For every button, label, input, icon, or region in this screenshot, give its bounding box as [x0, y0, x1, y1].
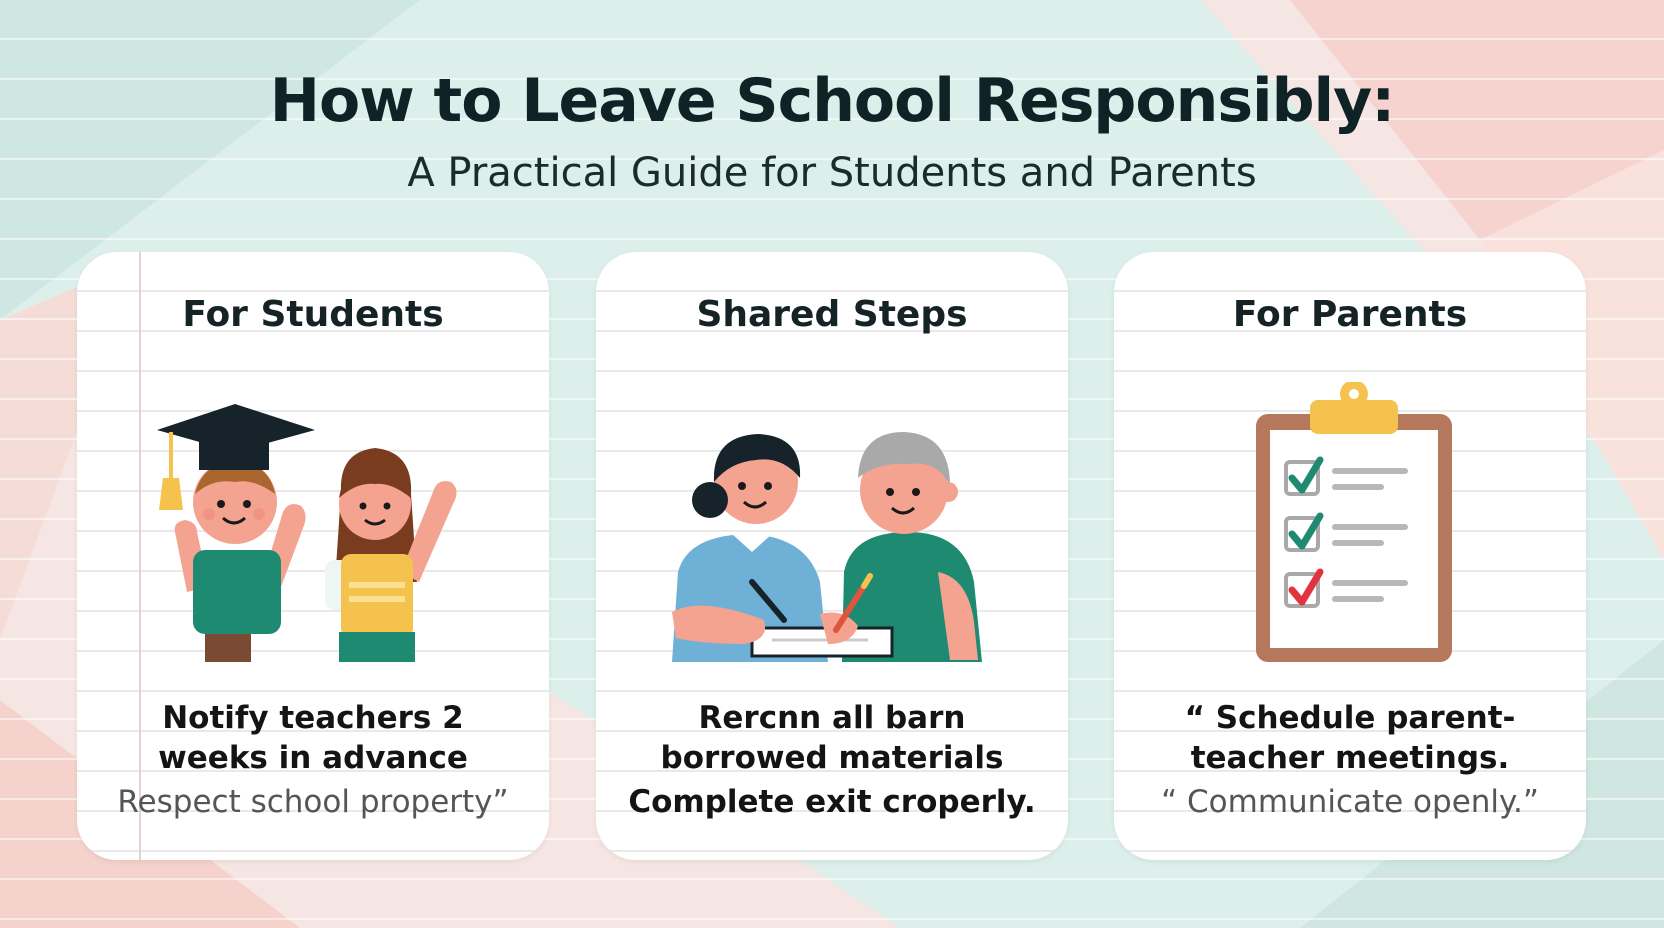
card-text-line-2: weeks in advance — [158, 740, 468, 776]
page-title: How to Leave School Responsibly: — [269, 66, 1395, 136]
parents-signing-icon — [632, 382, 1032, 662]
card-text-line-3: “ Communicate openly.” — [1161, 784, 1539, 820]
card-title: For Parents — [1232, 294, 1468, 335]
card-text-line-2: teacher meetings. — [1190, 740, 1510, 776]
card-text-line-2: borrowed materials — [660, 740, 1004, 776]
card-title: Shared Steps — [696, 294, 968, 335]
card-text-line-1: “ Schedule parent- — [1184, 700, 1516, 736]
card-text-line-3: Respect school property” — [117, 784, 509, 820]
card-text-line-1: Rercnn all barn — [698, 700, 966, 736]
card-shared-steps — [596, 252, 1068, 860]
page-subtitle: A Practical Guide for Students and Parents — [407, 150, 1257, 196]
card-title: For Students — [182, 294, 444, 335]
checklist-clipboard-icon — [1150, 382, 1550, 662]
card-text-line-1: Notify teachers 2 — [162, 700, 464, 736]
card-for-students — [77, 252, 549, 860]
graduating-students-icon — [113, 382, 513, 662]
card-text-line-3: Complete exit croperly. — [628, 784, 1036, 820]
card-for-parents — [1114, 252, 1586, 860]
